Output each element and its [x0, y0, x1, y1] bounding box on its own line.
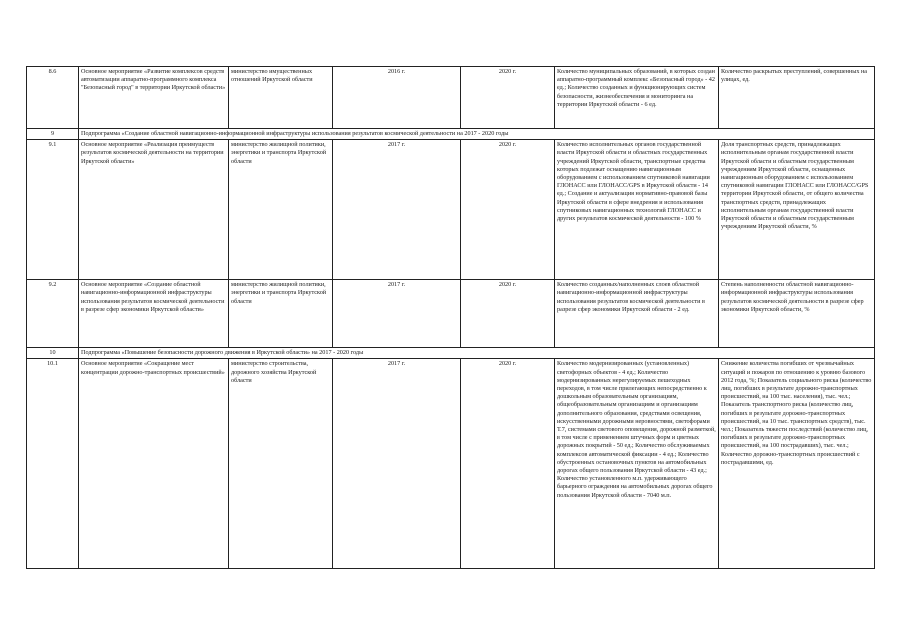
executor: министерство строительства, дорожного хозяйства Иркутской области	[229, 359, 333, 569]
start-year: 2017 г.	[333, 140, 461, 280]
table-row-8-6	[27, 67, 875, 129]
target-indicators: Доля транспортных средств, принадлежащих исполнительным органам государственной власти Иркутской области и областным государственным учреждениям Иркутской области, оснащенных навигационным оборудованием с использованием спутниковой навигации ГЛОНАСС или ГЛОНАСС/GPS территории Иркутской области, от общего количества транспортных средств, принадлежащих исполнительным органам государственной власти Иркутской области и областным государственным учреждениям Иркутской области, %	[719, 140, 875, 280]
target-indicators: Степень наполненности областной навигационно-информационной инфраструктуры использования результатов космической деятельности в разрезе сфер экономики Иркутской области, %	[719, 280, 875, 348]
program-events-table	[26, 66, 875, 569]
table-row-9-2	[27, 280, 875, 348]
expected-results: Количество модернизированных (установленных) светофорных объектов - 4 ед.; Количество модернизированных нерегулируемых пешеходных переходов, в том числе прилегающих непосредственно к дошкольным образовательным организациям, общеобразовательным организациям и организациям дополнительного образования, средствами освещения, искусственными дорожными неровностями, светофорами Т.7, системами светового оповещения, дорожной разметкой, в том числе с применением штучных форм и цветных дорожных покрытий - 50 ед.; Количество обслуживаемых комплексов автоматической фиксации - 4 ед.; Количество обустроенных остановочных пунктов на автомобильных дорогах общего пользования Иркутской области - 43 ед.; Количество установленного м.п. удерживающего барьерного ограждения на автомобильных дорогах общего пользования Иркутской области - 7040 м.п.	[555, 359, 719, 569]
row-number: 9.2	[27, 280, 79, 348]
target-indicators: Количество раскрытых преступлений, совершенных на улицах, ед.	[719, 67, 875, 129]
row-number: 10.1	[27, 359, 79, 569]
expected-results: Количество муниципальных образований, в которых создан аппаратно-программный комплекс «Безопасный город» - 42 ед.; Количество созданных и функционирующих систем безопасности, жизнеобеспечения и мониторинга на территории Иркутской области - 6 ед.	[555, 67, 719, 129]
row-number: 9.1	[27, 140, 79, 280]
subprogram-title: Подпрограмма «Создание областной навигационно-информационной инфраструктуры использования результатов космической деятельности на 2017 - 2020 годы	[79, 129, 875, 140]
event-name: Основное мероприятие «Развитие комплексов средств автоматизации аппаратно-программного комплекса "Безопасный город" в территории Иркутской области»	[79, 67, 229, 129]
table-row-9-1	[27, 140, 875, 280]
target-indicators: Снижение количества погибших от чрезвычайных ситуаций и пожаров по отношению к уровню базового 2012 года, %; Показатель социального риска (количество лиц, погибших в результате дорожно-транспортных происшествий, на 100 тыс. населения), тыс. чел.; Показатель транспортного риска (количество лиц, погибших в результате дорожно-транспортных происшествий, на 10 тыс. транспортных средств), тыс. чел.; Показатель тяжести последствий (количество лиц, погибших в результате дорожно-транспортных происшествий, на 100 пострадавших), тыс. чел.; Количество дорожно-транспортных происшествий с пострадавшими, ед.	[719, 359, 875, 569]
executor: министерство жилищной политики, энергетики и транспорта Иркутской области	[229, 140, 333, 280]
start-year: 2016 г.	[333, 67, 461, 129]
event-name: Основное мероприятие «Сокращение мест концентрации дорожно-транспортных происшествий»	[79, 359, 229, 569]
end-year: 2020 г.	[461, 67, 555, 129]
end-year: 2020 г.	[461, 140, 555, 280]
end-year: 2020 г.	[461, 359, 555, 569]
row-number: 8.6	[27, 67, 79, 129]
start-year: 2017 г.	[333, 359, 461, 569]
event-name: Основное мероприятие «Реализация преимуществ результатов космической деятельности на территории Иркутской области»	[79, 140, 229, 280]
expected-results: Количество созданных/наполненных слоев областной навигационно-информационной инфраструктуры использования результатов космической деятельности в разрезе сфер экономики Иркутской области - 2 ед.	[555, 280, 719, 348]
section-number: 10	[27, 348, 79, 359]
table-section-row-9	[27, 129, 875, 140]
subprogram-title: Подпрограмма «Повышение безопасности дорожного движения в Иркутской области» на 2017 - 2020 годы	[79, 348, 875, 359]
executor: министерство имущественных отношений Иркутской области	[229, 67, 333, 129]
table-section-row-10	[27, 348, 875, 359]
event-name: Основное мероприятие «Создание областной навигационно-информационной инфраструктуры использования результатов космической деятельности в разрезе сфер экономики Иркутской области»	[79, 280, 229, 348]
end-year: 2020 г.	[461, 280, 555, 348]
table-row-10-1	[27, 359, 875, 569]
expected-results: Количество исполнительных органов государственной власти Иркутской области и областных государственных учреждений Иркутской области, транспортные средства которых подлежат оснащению навигационным оборудованием с использованием спутниковой навигации ГЛОНАСС или ГЛОНАСС/GPS в Иркутской области - 14 ед.; Создание и актуализация нормативно-правовой базы Иркутской области в сфере внедрения и использования спутниковых навигационных технологий ГЛОНАСС и других результатов космической деятельности - 100 %	[555, 140, 719, 280]
section-number: 9	[27, 129, 79, 140]
start-year: 2017 г.	[333, 280, 461, 348]
executor: министерство жилищной политики, энергетики и транспорта Иркутской области	[229, 280, 333, 348]
